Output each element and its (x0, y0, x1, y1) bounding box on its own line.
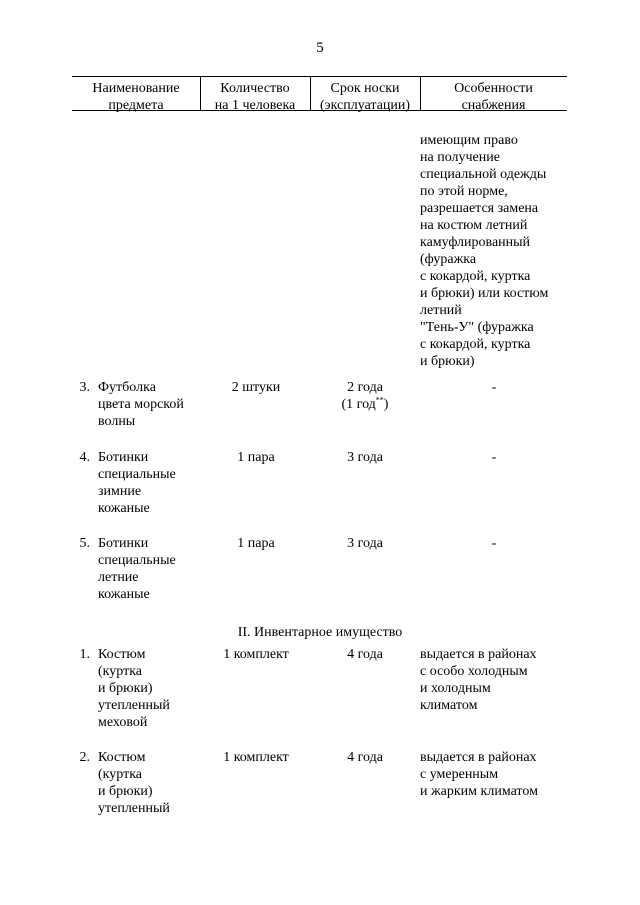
item-name-line: Футболка (98, 380, 156, 395)
item-name-line: специальные (98, 553, 176, 568)
item-name (98, 749, 208, 817)
item-name-line: (куртка (98, 664, 143, 679)
note-line: с особо холодным (420, 664, 528, 679)
note-line: выдается в районах (420, 750, 537, 765)
item-term-extra-text: (1 год (341, 397, 376, 412)
note-line: на получение (420, 150, 500, 165)
header-name-line: Наименование (92, 81, 180, 96)
item-name-line: кожаные (98, 501, 150, 516)
row-number: 2. (79, 750, 90, 765)
section-title: II. Инвентарное имущество (237, 625, 403, 640)
item-name-line: зимние (98, 484, 142, 499)
item-name-line: Ботинки (98, 536, 149, 551)
item-term: 4 года (347, 750, 383, 765)
page-number: 5 (316, 40, 324, 56)
note-line: камуфлированный (420, 235, 531, 250)
note-line: по этой норме, (420, 184, 508, 199)
item-name-line: и брюки) (98, 681, 153, 696)
note-line: и брюки) или костюм (420, 286, 549, 301)
header-name (72, 80, 200, 114)
item-name-line: утепленный (98, 801, 170, 816)
item-name-line: Костюм (98, 647, 146, 662)
item-name-line: утепленный (98, 698, 170, 713)
item-name (98, 449, 208, 517)
table-top-rule (72, 76, 567, 77)
header-notes-line: Особенности (454, 81, 533, 96)
item-name (98, 379, 208, 430)
item-quantity: 1 комплект (223, 750, 289, 765)
header-quantity (200, 80, 310, 114)
header-term-line: Срок носки (330, 81, 400, 96)
item-quantity: 2 штуки (231, 380, 281, 395)
item-quantity: 1 пара (237, 536, 275, 551)
item-name (98, 646, 208, 731)
item-name-line: волны (98, 414, 136, 429)
item-name-line: летние (98, 570, 139, 585)
row-number: 5. (79, 536, 90, 551)
item-term (310, 379, 420, 413)
item-name-line: меховой (98, 715, 148, 730)
note-line: специальной одежды (420, 167, 547, 182)
item-name-line: и брюки) (98, 784, 153, 799)
item-term: 3 года (347, 536, 383, 551)
item-name-line: Костюм (98, 750, 146, 765)
item-term: 3 года (347, 450, 383, 465)
item-name-line: кожаные (98, 587, 150, 602)
item-name-line: специальные (98, 467, 176, 482)
header-name-line: предмета (108, 98, 164, 113)
header-quantity-line: Количество (220, 81, 290, 96)
item-term-extra-close: ) (383, 397, 389, 412)
header-quantity-line: на 1 человека (214, 98, 296, 113)
item-quantity: 1 комплект (223, 647, 289, 662)
note-line: "Тень-У" (фуражка (420, 320, 534, 335)
note-line: и брюки) (420, 354, 475, 369)
continued-note (420, 132, 570, 370)
footnote-marker: ** (375, 395, 384, 405)
item-notes (420, 646, 570, 714)
item-term: 4 года (347, 647, 383, 662)
row-number: 4. (79, 450, 90, 465)
row-number: 3. (79, 380, 90, 395)
header-notes-line: снабжения (461, 98, 526, 113)
note-line: разрешается замена (420, 201, 539, 216)
item-quantity: 1 пара (237, 450, 275, 465)
item-name-line: (куртка (98, 767, 143, 782)
note-line: и жарким климатом (420, 784, 538, 799)
note-line: с кокардой, куртка (420, 269, 531, 284)
row-number: 1. (79, 647, 90, 662)
header-term (310, 80, 420, 114)
item-term-main: 2 года (347, 380, 383, 395)
item-term-extra (310, 396, 420, 413)
note-line: и холодным (420, 681, 491, 696)
note-line: выдается в районах (420, 647, 537, 662)
item-notes: - (491, 536, 497, 551)
note-line: климатом (420, 698, 478, 713)
note-line: с кокардой, куртка (420, 337, 531, 352)
item-notes: - (491, 450, 497, 465)
note-line: с умеренным (420, 767, 499, 782)
item-notes (420, 749, 570, 800)
note-line: на костюм летний (420, 218, 528, 233)
item-name-line: Ботинки (98, 450, 149, 465)
item-notes: - (491, 380, 497, 395)
item-name (98, 535, 208, 603)
note-line: имеющим право (420, 133, 518, 148)
item-name-line: цвета морской (98, 397, 184, 412)
header-term-line: (эксплуатации) (319, 98, 411, 113)
note-line: (фуражка (420, 252, 477, 267)
header-notes (420, 80, 567, 114)
note-line: летний (420, 303, 462, 318)
